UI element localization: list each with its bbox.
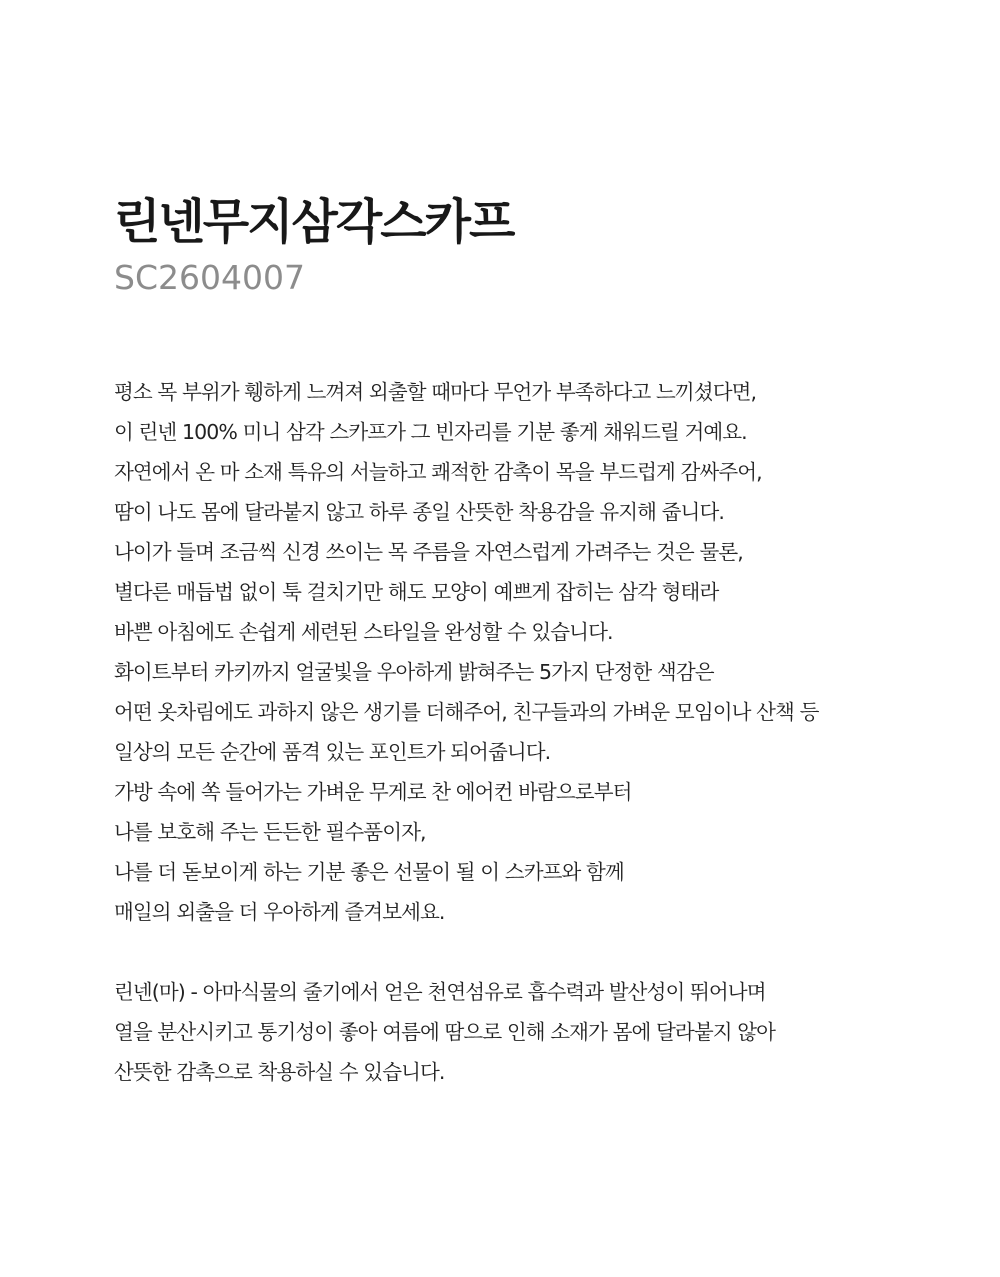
description-line: 이 린넨 100% 미니 삼각 스카프가 그 빈자리를 기분 좋게 채워드릴 거예요. xyxy=(114,420,747,444)
description-line: 나이가 들며 조금씩 신경 쓰이는 목 주름을 자연스럽게 가려주는 것은 물론, xyxy=(114,540,743,564)
product-code: SC2604007 xyxy=(114,258,305,297)
product-title: 린넨무지삼각스카프 xyxy=(114,194,514,250)
description-line: 나를 더 돋보이게 하는 기분 좋은 선물이 될 이 스카프와 함께 xyxy=(114,860,624,884)
description-line: 어떤 옷차림에도 과하지 않은 생기를 더해주어, 친구들과의 가벼운 모임이나 산책 등 xyxy=(114,700,819,724)
description-line: 일상의 모든 순간에 품격 있는 포인트가 되어줍니다. xyxy=(114,740,551,764)
description-line: 화이트부터 카키까지 얼굴빛을 우아하게 밝혀주는 5가지 단정한 색감은 xyxy=(114,660,714,684)
description-paragraph-main xyxy=(114,372,984,932)
material-line: 산뜻한 감촉으로 착용하실 수 있습니다. xyxy=(114,1060,445,1084)
description-line: 평소 목 부위가 휑하게 느껴져 외출할 때마다 무언가 부족하다고 느끼셨다면, xyxy=(114,380,757,404)
description-line: 나를 보호해 주는 든든한 필수품이자, xyxy=(114,820,426,844)
description-line: 땀이 나도 몸에 달라붙지 않고 하루 종일 산뜻한 착용감을 유지해 줍니다. xyxy=(114,500,724,524)
description-paragraph-material xyxy=(114,972,984,1092)
description-line: 가방 속에 쏙 들어가는 가벼운 무게로 찬 에어컨 바람으로부터 xyxy=(114,780,632,804)
description-line: 자연에서 온 마 소재 특유의 서늘하고 쾌적한 감촉이 목을 부드럽게 감싸주어, xyxy=(114,460,762,484)
product-description xyxy=(114,372,984,1092)
material-line: 열을 분산시키고 통기성이 좋아 여름에 땀으로 인해 소재가 몸에 달라붙지 않아 xyxy=(114,1020,776,1044)
product-header xyxy=(114,190,974,300)
description-line: 바쁜 아침에도 손쉽게 세련된 스타일을 완성할 수 있습니다. xyxy=(114,620,613,644)
material-line: 린넨(마) - 아마식물의 줄기에서 얻은 천연섬유로 흡수력과 발산성이 뛰어나며 xyxy=(114,980,766,1004)
description-line: 별다른 매듭법 없이 툭 걸치기만 해도 모양이 예쁘게 잡히는 삼각 형태라 xyxy=(114,580,719,604)
description-line: 매일의 외출을 더 우아하게 즐겨보세요. xyxy=(114,900,445,924)
